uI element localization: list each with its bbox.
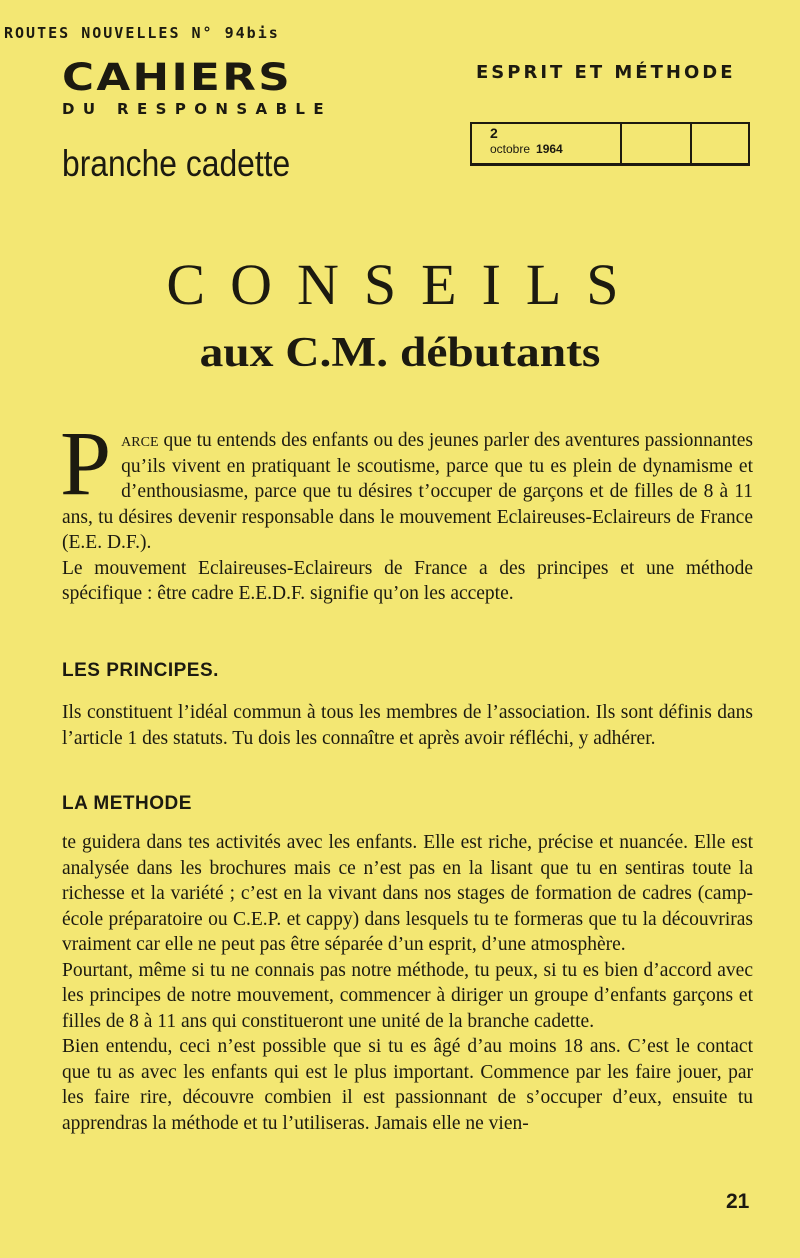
methode-paragraph-1: te guidera dans tes activités avec les enfants. Elle est riche, précise et nuancée. Elle est analysée dans les brochures mais ce n’est pas en la lisant que tu en sentiras toute la richesse et la variété ; c’est en la vivant dans nos stages de formation de cadres (camp-école préparatoire ou C.E.P. et cappy) dans lesquels tu te formeras que tu la découvriras vraiment car elle ne peut pas être séparée d’un esprit, d’une atmosphère.	[62, 832, 753, 955]
principes-paragraph: Ils constituent l’idéal commun à tous les membres de l’association. Ils sont définis dans l’article 1 des statuts. Tu dois les connaître et après avoir réfléchi, y adhérer.	[62, 702, 753, 749]
responsable-subtitle: DU RESPONSABLE	[62, 100, 333, 118]
intro-smallcaps: arce	[121, 430, 159, 451]
issue-month: octobre	[490, 142, 531, 156]
intro-paragraph	[60, 412, 753, 556]
intro-paragraph-2: Le mouvement Eclaireuses-Eclaireurs de France a des principes et une méthode spécifique : être cadre E.E.D.F. signifie qu’on les accepte.	[62, 557, 753, 604]
section-heading-principes: LES PRINCIPES.	[62, 660, 219, 681]
issue-box	[470, 122, 750, 166]
branche-label: branche cadette	[62, 143, 291, 184]
issue-cell-empty	[622, 124, 692, 163]
principes-block	[62, 700, 753, 751]
issue-year: 1964	[536, 142, 563, 156]
article-title: CONSEILS	[166, 252, 644, 317]
section-heading-methode: LA METHODE	[62, 793, 192, 814]
cahiers-title: CAHIERS	[62, 56, 293, 99]
methode-paragraph-2: Pourtant, même si tu ne connais pas notre méthode, tu peux, si tu es bien d’accord avec les principes de notre mouvement, commencer à diriger un groupe d’enfants garçons et filles de 8 à 11 ans qui constitueront une unité de la branche cadette.	[62, 959, 753, 1032]
issue-number: 2	[490, 125, 498, 141]
series-label: ROUTES NOUVELLES N° 94bis	[4, 24, 280, 42]
drop-cap: P	[60, 412, 112, 514]
page-number: 21	[726, 1190, 750, 1213]
issue-info	[472, 124, 622, 163]
methode-block	[62, 830, 753, 1136]
rubrique-label: ESPRIT ET MÉTHODE	[476, 62, 736, 83]
intro-text: que tu entends des enfants ou des jeunes parler des aventures passionnantes qu’ils vivent en pratiquant le scoutisme, parce que tu es plein de dynamisme et d’enthousiasme, parce que tu désires t’occuper de garçons et de filles de 8 à 11 ans, tu désires devenir responsable dans le mouvement Eclaireuses-Eclaireurs de France (E.E. D.F.).	[62, 430, 753, 553]
issue-cell-empty	[692, 124, 748, 163]
issue-date	[490, 141, 620, 157]
intro-block	[60, 412, 753, 607]
article-subtitle: aux C.M. débutants	[199, 330, 601, 376]
methode-paragraph-3: Bien entendu, ceci n’est possible que si tu es âgé d’au moins 18 ans. C’est le contact que tu as avec les enfants qui est le plus important. Commence par les faire jouer, par les faire rire, découvre combien il est passionnant de s’occuper d’eux, ensuite tu apprendras la méthode et tu l’utiliseras. Jamais elle ne vien-	[62, 1036, 753, 1134]
